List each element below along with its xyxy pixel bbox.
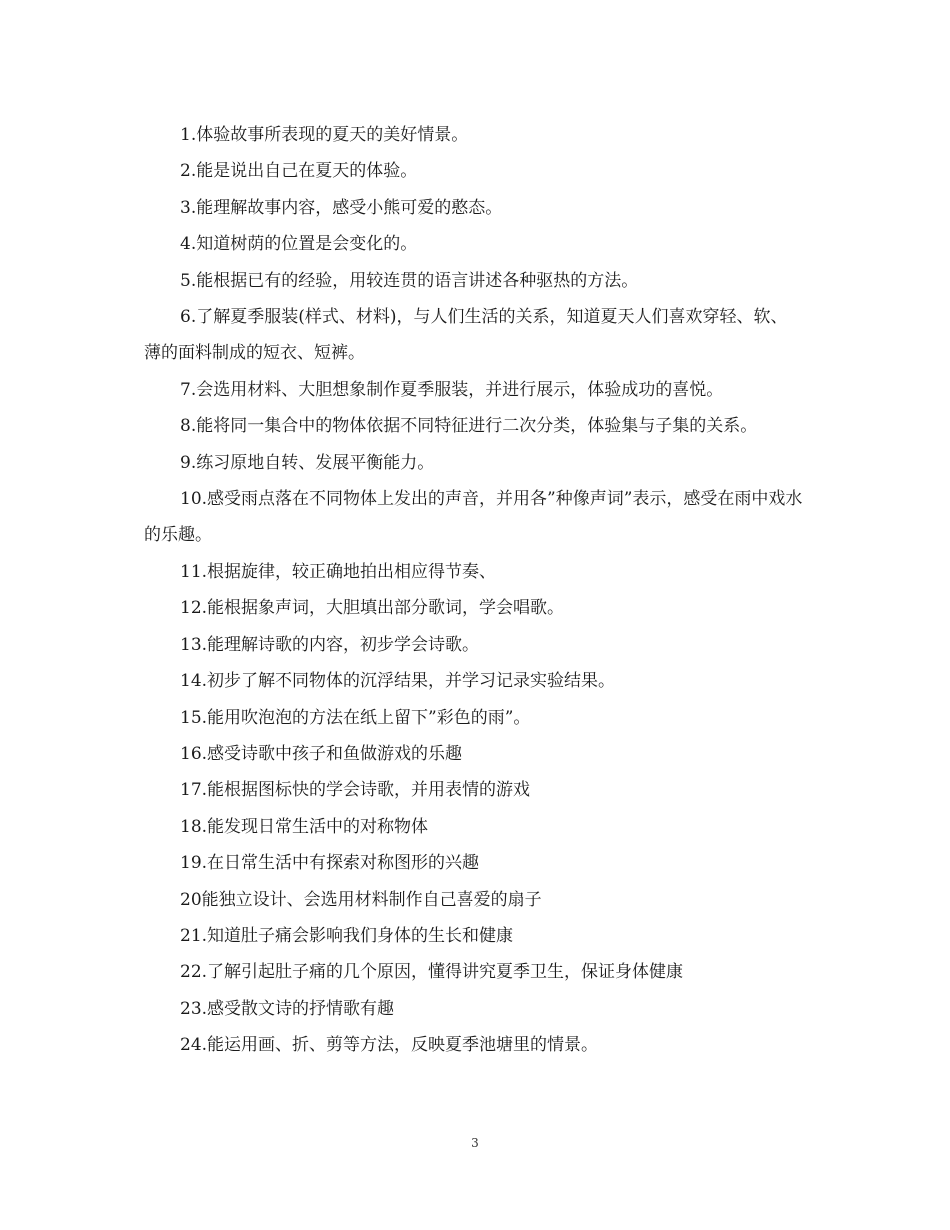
list-item: 24.能运用画、折、剪等方法，反映夏季池塘里的情景。 bbox=[180, 1035, 599, 1056]
list-item: 20能独立设计、会选用材料制作自己喜爱的扇子 bbox=[180, 889, 542, 910]
list-item: 11.根据旋律，较正确地拍出相应得节奏、 bbox=[180, 561, 497, 582]
list-item: 18.能发现日常生活中的对称物体 bbox=[180, 816, 429, 837]
list-item: 9.练习原地自转、发展平衡能力。 bbox=[180, 452, 435, 473]
list-item: 19.在日常生活中有探索对称图形的兴趣 bbox=[180, 853, 480, 874]
list-item: 3.能理解故事内容，感受小熊可爱的憨态。 bbox=[180, 197, 503, 218]
list-item: 17.能根据图标快的学会诗歌，并用表情的游戏 bbox=[180, 780, 531, 801]
list-item: 7.会选用材料、大胆想象制作夏季服装，并进行展示，体验成功的喜悦。 bbox=[180, 379, 724, 400]
list-item: 21.知道肚子痛会影响我们身体的生长和健康 bbox=[180, 925, 514, 946]
list-item: 10.感受雨点落在不同物体上发出的声音，并用各”种像声词”表示，感受在雨中戏水的乐趣。 bbox=[144, 489, 803, 546]
list-item: 16.感受诗歌中孩子和鱼做游戏的乐趣 bbox=[180, 743, 463, 764]
list-item: 2.能是说出自己在夏天的体验。 bbox=[180, 161, 418, 182]
list-item: 8.能将同一集合中的物体依据不同特征进行二次分类，体验集与子集的关系。 bbox=[180, 416, 758, 437]
list-item: 22.了解引起肚子痛的几个原因，懂得讲究夏季卫生，保证身体健康 bbox=[180, 962, 684, 983]
list-item: 23.感受散文诗的抒情歌有趣 bbox=[180, 998, 395, 1019]
document-body bbox=[144, 117, 804, 1064]
list-item: 15.能用吹泡泡的方法在纸上留下”彩色的雨”。 bbox=[180, 707, 531, 728]
list-item: 1.体验故事所表现的夏天的美好情景。 bbox=[180, 125, 469, 145]
page-number: 3 bbox=[471, 1136, 479, 1150]
list-item: 14.初步了解不同物体的沉浮结果，并学习记录实验结果。 bbox=[180, 671, 616, 692]
list-item: 5.能根据已有的经验，用较连贯的语言讲述各种驱热的方法。 bbox=[180, 270, 639, 291]
list-item: 6.了解夏季服装(样式、材料)，与人们生活的关系，知道夏天人们喜欢穿轻、软、薄的面料制成的短衣、短裤。 bbox=[144, 307, 788, 364]
list-item: 12.能根据象声词，大胆填出部分歌词，学会唱歌。 bbox=[180, 598, 565, 619]
list-item: 13.能理解诗歌的内容，初步学会诗歌。 bbox=[180, 634, 480, 655]
list-item: 4.知道树荫的位置是会变化的。 bbox=[180, 234, 418, 255]
